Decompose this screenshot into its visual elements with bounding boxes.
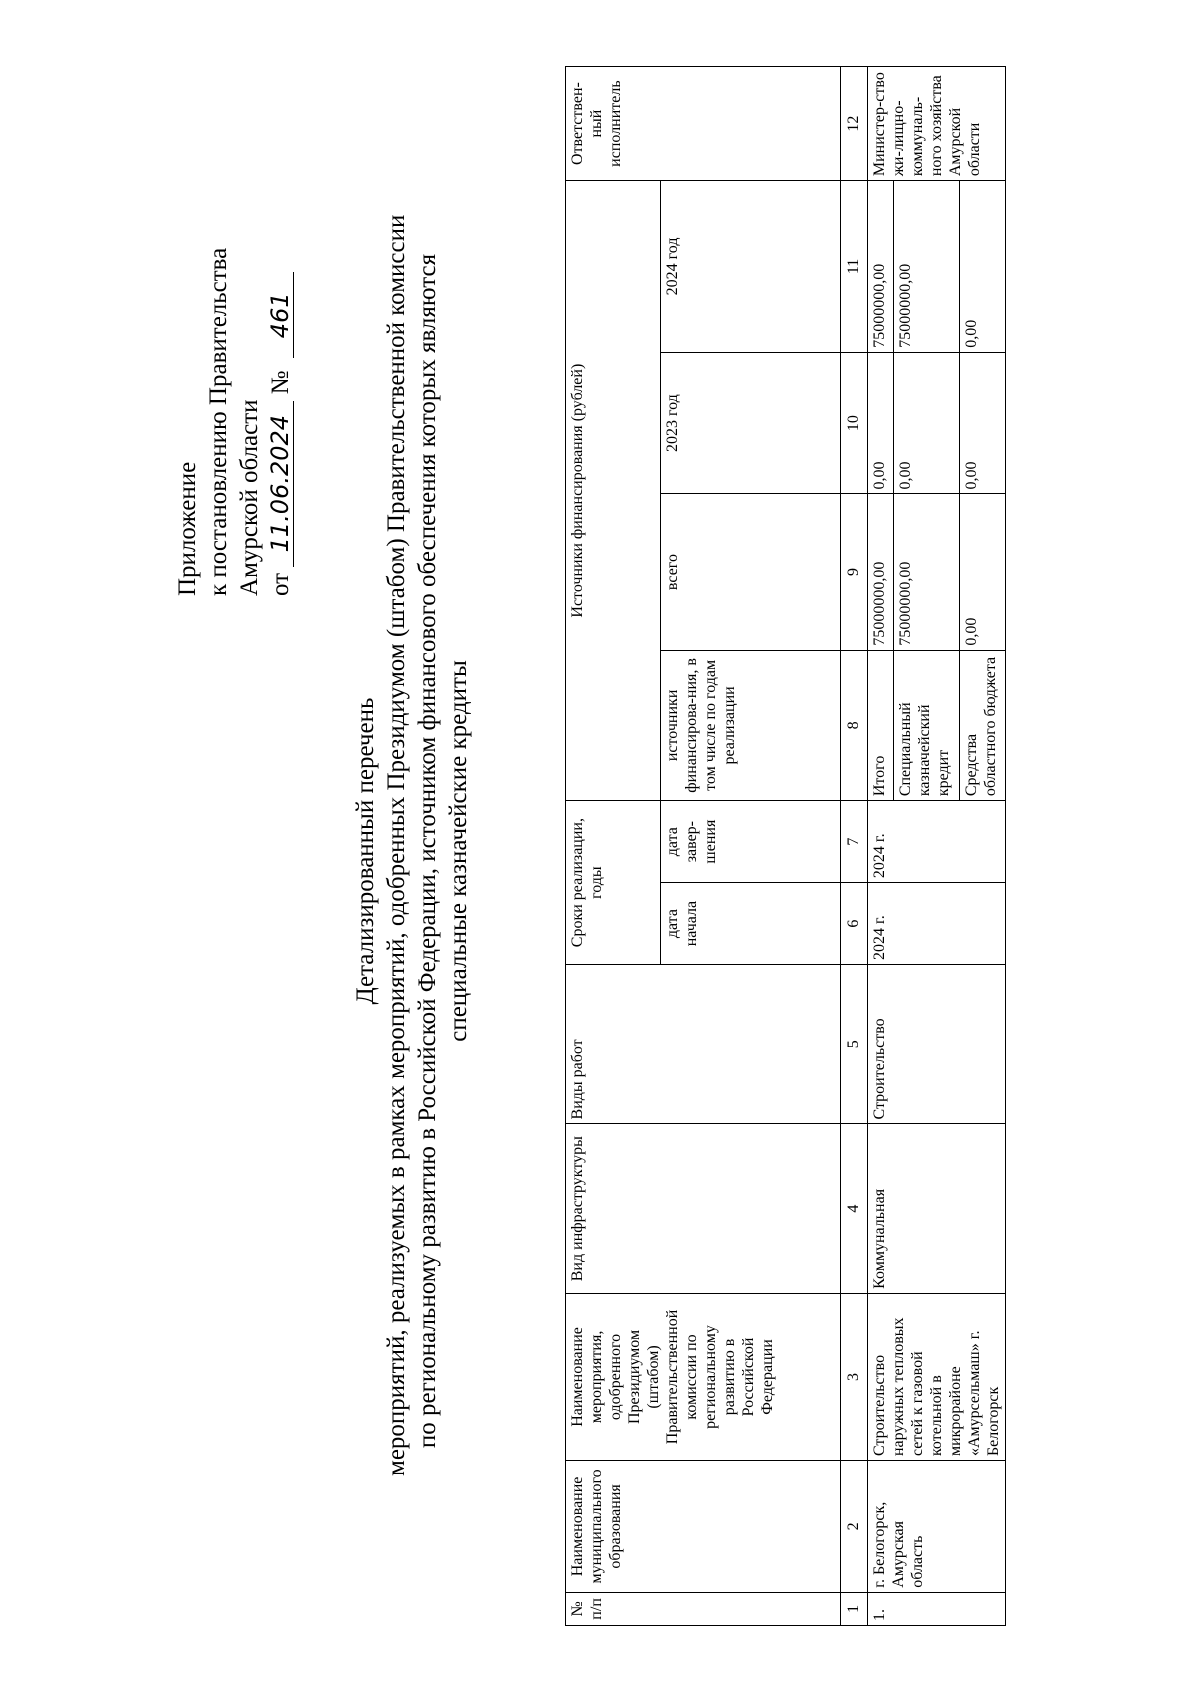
- handwritten-date: 11.06.2024: [267, 401, 294, 567]
- title-line-3: по региональному развитию в Российской Федерации, источником финансового обеспечения которых являются: [414, 253, 441, 1449]
- column-numbers-row: [841, 67, 868, 1626]
- funding-2024: 75000000,00: [893, 181, 959, 353]
- col-number: 11: [841, 181, 868, 353]
- funding-total: 75000000,00: [893, 494, 959, 650]
- col-number: 3: [841, 1293, 868, 1460]
- title-line-4: специальные казначейские кредиты: [445, 660, 472, 1042]
- col-number: 4: [841, 1124, 868, 1293]
- header-2024: 2024 год: [661, 181, 841, 353]
- funding-source: Специальный казначейский кредит: [893, 650, 959, 801]
- row-works: Строительство: [868, 965, 1006, 1124]
- header-infrastructure: Вид инфраструктуры: [566, 1124, 841, 1293]
- col-number: 2: [841, 1461, 868, 1593]
- col-number: 12: [841, 67, 868, 181]
- row-start: 2024 г.: [868, 883, 1006, 965]
- header-total: всего: [661, 494, 841, 650]
- title-line-2: мероприятий, реализуемых в рамках мероприятий, одобренных Президиумом (штабом) Правительственной комиссии: [383, 214, 410, 1476]
- events-table: [565, 66, 1006, 1626]
- header-municipality: Наименование муниципального образования: [566, 1461, 841, 1593]
- col-number: 10: [841, 352, 868, 494]
- funding-source: Средства областного бюджета: [959, 650, 1005, 801]
- col-number: 8: [841, 650, 868, 801]
- header-sources: Источники финансирования (рублей): [566, 181, 661, 801]
- header-works: Виды работ: [566, 965, 841, 1124]
- row-municipality: г. Белогорск, Амурская область: [868, 1461, 1006, 1593]
- appendix-line-3: Амурской области: [236, 399, 263, 596]
- row-event: Строительство наружных тепловых сетей к газовой котельной в микрорайоне «Амурсельмаш» г. Белогорск: [868, 1293, 1006, 1460]
- funding-2023: 0,00: [893, 352, 959, 494]
- funding-2023: 0,00: [868, 352, 894, 494]
- appendix-block: [172, 76, 296, 596]
- col-number: 5: [841, 965, 868, 1124]
- col-number: 7: [841, 801, 868, 883]
- header-2023: 2023 год: [661, 352, 841, 494]
- row-responsible: Министер-ство жи-лищно-коммуналь-ного хозяйства Амурской области: [868, 67, 1006, 181]
- row-infrastructure: Коммунальная: [868, 1124, 1006, 1293]
- funding-source: Итого: [868, 650, 894, 801]
- header-end: дата завер-шения: [661, 801, 841, 883]
- appendix-date-line: [265, 76, 296, 596]
- appendix-line-2: к постановлению Правительства: [205, 247, 232, 596]
- header-event: Наименование мероприятия, одобренного Президиумом (штабом) Правительственной комиссии по региональному развитию в Российской Федерации: [566, 1293, 841, 1460]
- col-number: 1: [841, 1592, 868, 1625]
- col-number: 9: [841, 494, 868, 650]
- document-title: [350, 214, 474, 1476]
- row-end: 2024 г.: [868, 801, 1006, 883]
- number-label: №: [267, 370, 294, 395]
- title-line-1: Детализированный перечень: [352, 697, 379, 1005]
- table-row: [868, 67, 894, 1626]
- funding-total: 0,00: [959, 494, 1005, 650]
- header-no: № п/п: [566, 1592, 841, 1625]
- row-no: 1.: [868, 1592, 1006, 1625]
- funding-2023: 0,00: [959, 352, 1005, 494]
- funding-total: 75000000,00: [868, 494, 894, 650]
- from-label: от: [267, 572, 294, 596]
- funding-2024: 0,00: [959, 181, 1005, 353]
- appendix-line-1: Приложение: [174, 461, 201, 596]
- header-row-1: [566, 67, 661, 1626]
- header-responsible: Ответствен-ный исполнитель: [566, 67, 841, 181]
- col-number: 6: [841, 883, 868, 965]
- handwritten-number: 461: [267, 272, 294, 358]
- funding-2024: 75000000,00: [868, 181, 894, 353]
- header-sources-sub: источники финансирова-ния, в том числе по годам реализации: [661, 650, 841, 801]
- header-start: дата начала: [661, 883, 841, 965]
- header-terms: Сроки реализации, годы: [566, 801, 661, 965]
